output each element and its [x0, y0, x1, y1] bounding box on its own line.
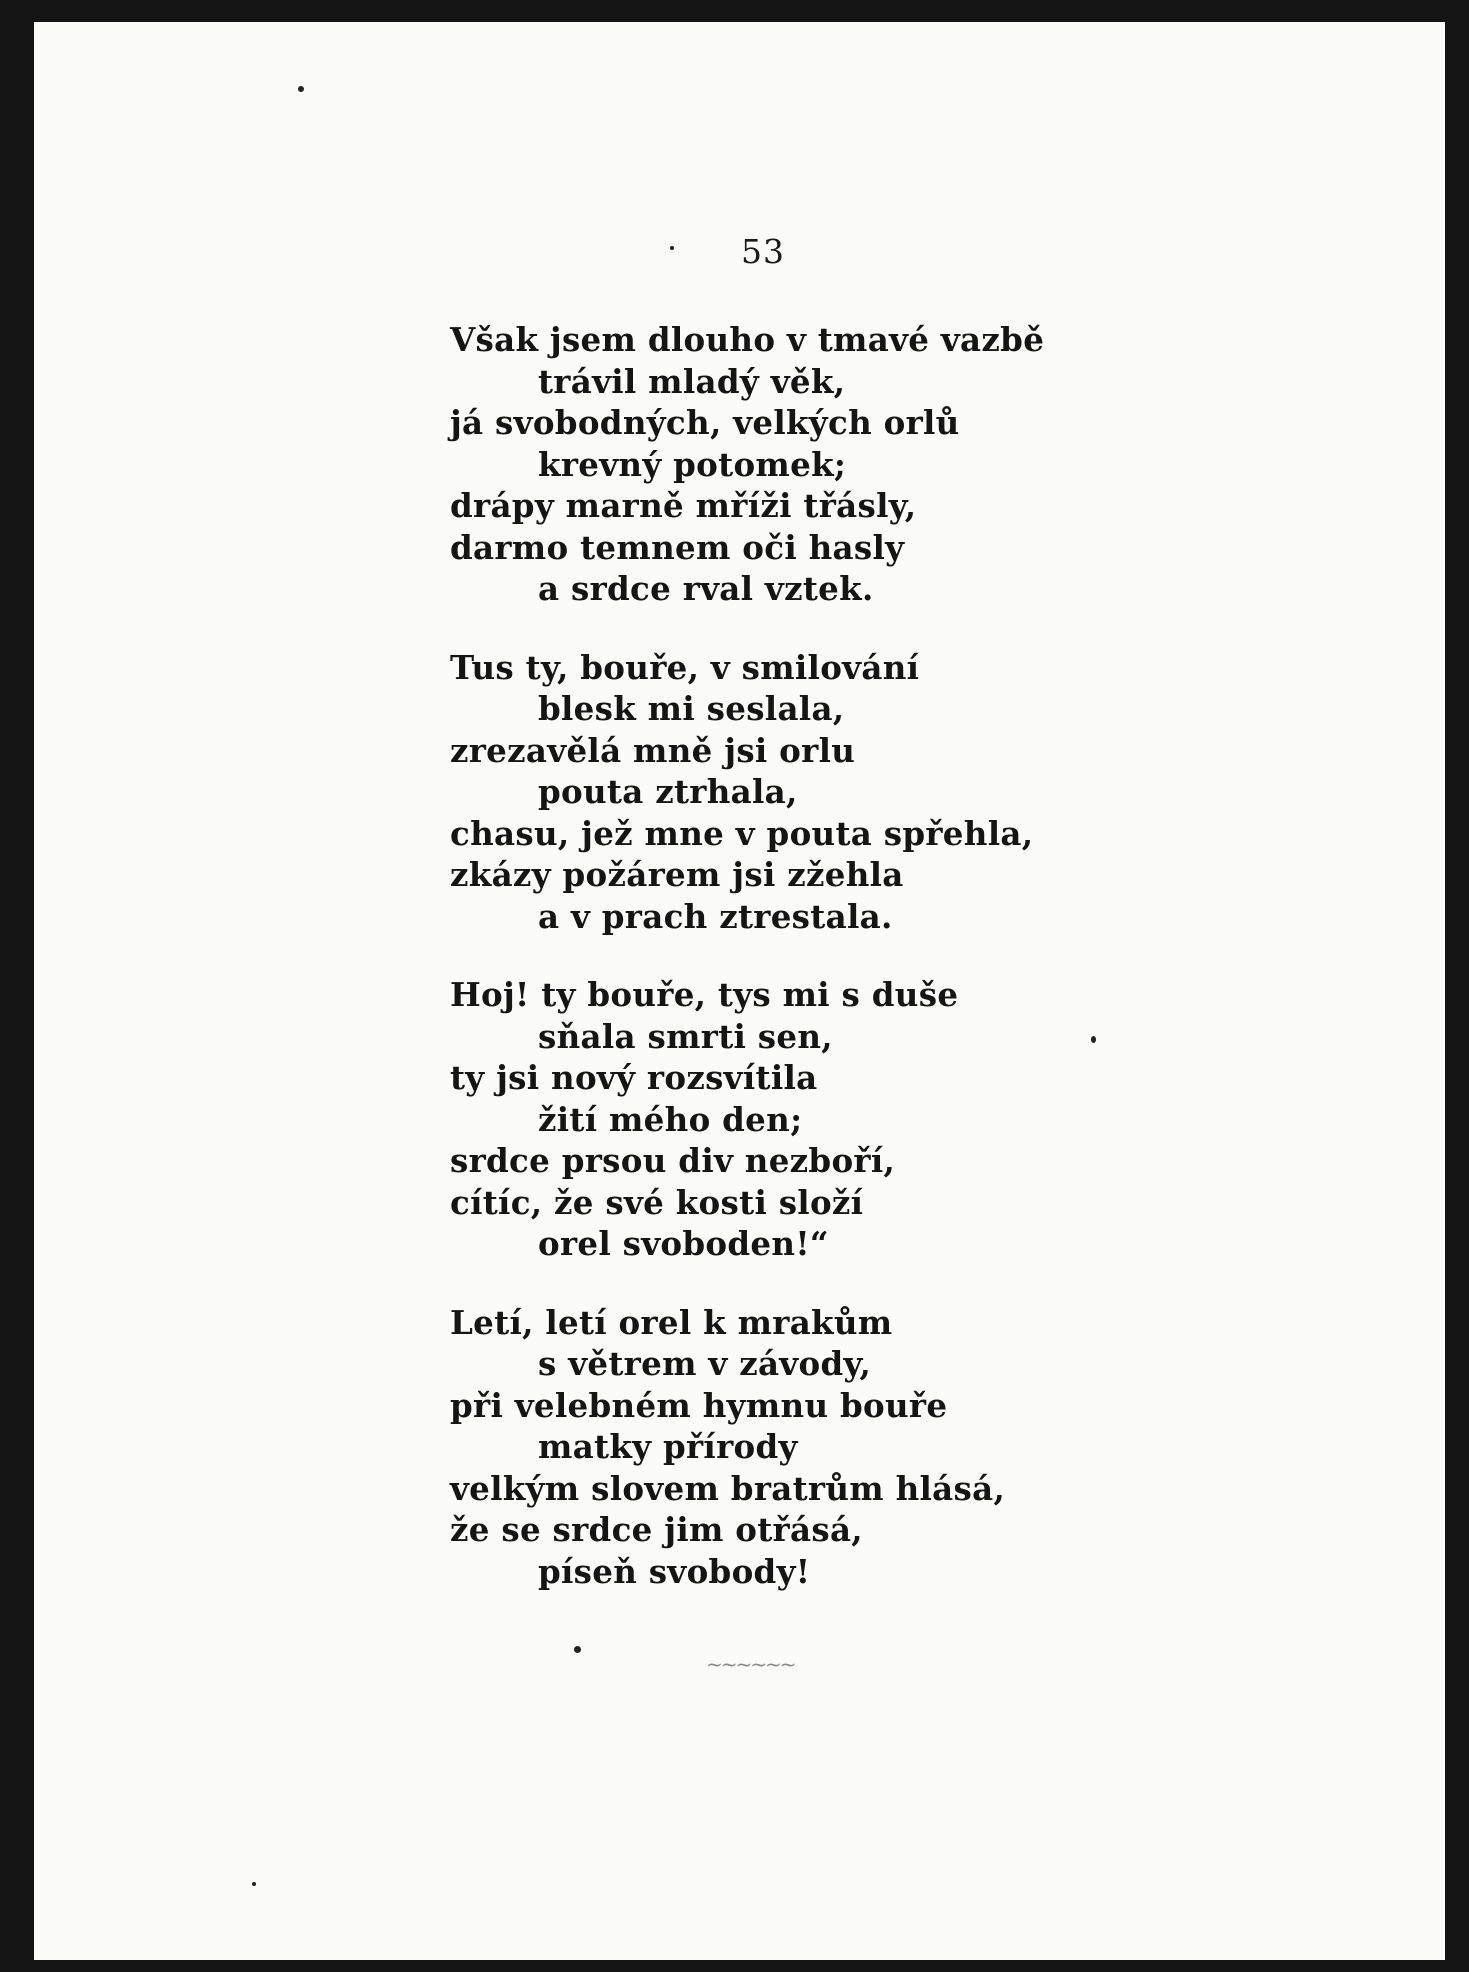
- poem-line: že se srdce jim otřásá,: [450, 1510, 863, 1549]
- poem-line: srdce prsou div nezboří,: [450, 1141, 896, 1180]
- poem: [450, 319, 1170, 1629]
- poem-line: a v prach ztrestala.: [538, 896, 893, 936]
- poem-line: drápy marně mříži třásly,: [450, 486, 917, 525]
- ink-speck: [1091, 1036, 1096, 1043]
- stanza: [450, 319, 1170, 610]
- poem-line: darmo temnem oči hasly: [450, 527, 905, 567]
- page-number: 53: [741, 232, 785, 271]
- ink-speck: [574, 1646, 581, 1653]
- poem-line: píseň svobody!: [538, 1551, 811, 1591]
- ink-speck: [252, 1882, 256, 1886]
- poem-line: orel svoboden!“: [538, 1224, 829, 1263]
- poem-line: krevný potomek;: [538, 444, 847, 484]
- end-ornament: ~~~~~~: [706, 1652, 795, 1676]
- poem-line: Tus ty, bouře, v smilování: [450, 647, 920, 687]
- poem-line: ty jsi nový rozsvítila: [450, 1058, 818, 1097]
- poem-line: blesk mi seslala,: [538, 689, 845, 728]
- poem-line: velkým slovem bratrům hlásá,: [450, 1468, 1006, 1508]
- poem-line: a srdce rval vztek.: [538, 569, 874, 608]
- poem-line: trávil mladý věk,: [538, 361, 846, 401]
- ink-speck: [298, 86, 304, 92]
- stanza: [450, 647, 1170, 938]
- poem-line: při velebném hymnu bouře: [450, 1385, 948, 1425]
- poem-line: žití mého den;: [538, 1099, 803, 1139]
- poem-line: zrezavělá mně jsi orlu: [450, 730, 856, 770]
- stanza: [450, 974, 1170, 1265]
- poem-line: cítíc, že své kosti složí: [450, 1182, 864, 1222]
- poem-line: s větrem v závody,: [538, 1344, 872, 1383]
- poem-line: chasu, jež mne v pouta spřehla,: [450, 813, 1034, 853]
- poem-line: pouta ztrhala,: [538, 772, 798, 811]
- book-page: [34, 22, 1445, 1960]
- poem-line: matky přírody: [538, 1427, 798, 1466]
- stanza: [450, 1302, 1170, 1593]
- ink-speck: [670, 246, 674, 250]
- poem-line: já svobodných, velkých orlů: [450, 403, 960, 442]
- poem-line: Však jsem dlouho v tmavé vazbě: [450, 320, 1045, 359]
- poem-line: Hoj! ty bouře, tys mi s duše: [450, 975, 959, 1014]
- poem-line: Letí, letí orel k mrakům: [450, 1302, 893, 1342]
- poem-line: zkázy požárem jsi zžehla: [450, 855, 904, 894]
- poem-line: sňala smrti sen,: [538, 1016, 833, 1056]
